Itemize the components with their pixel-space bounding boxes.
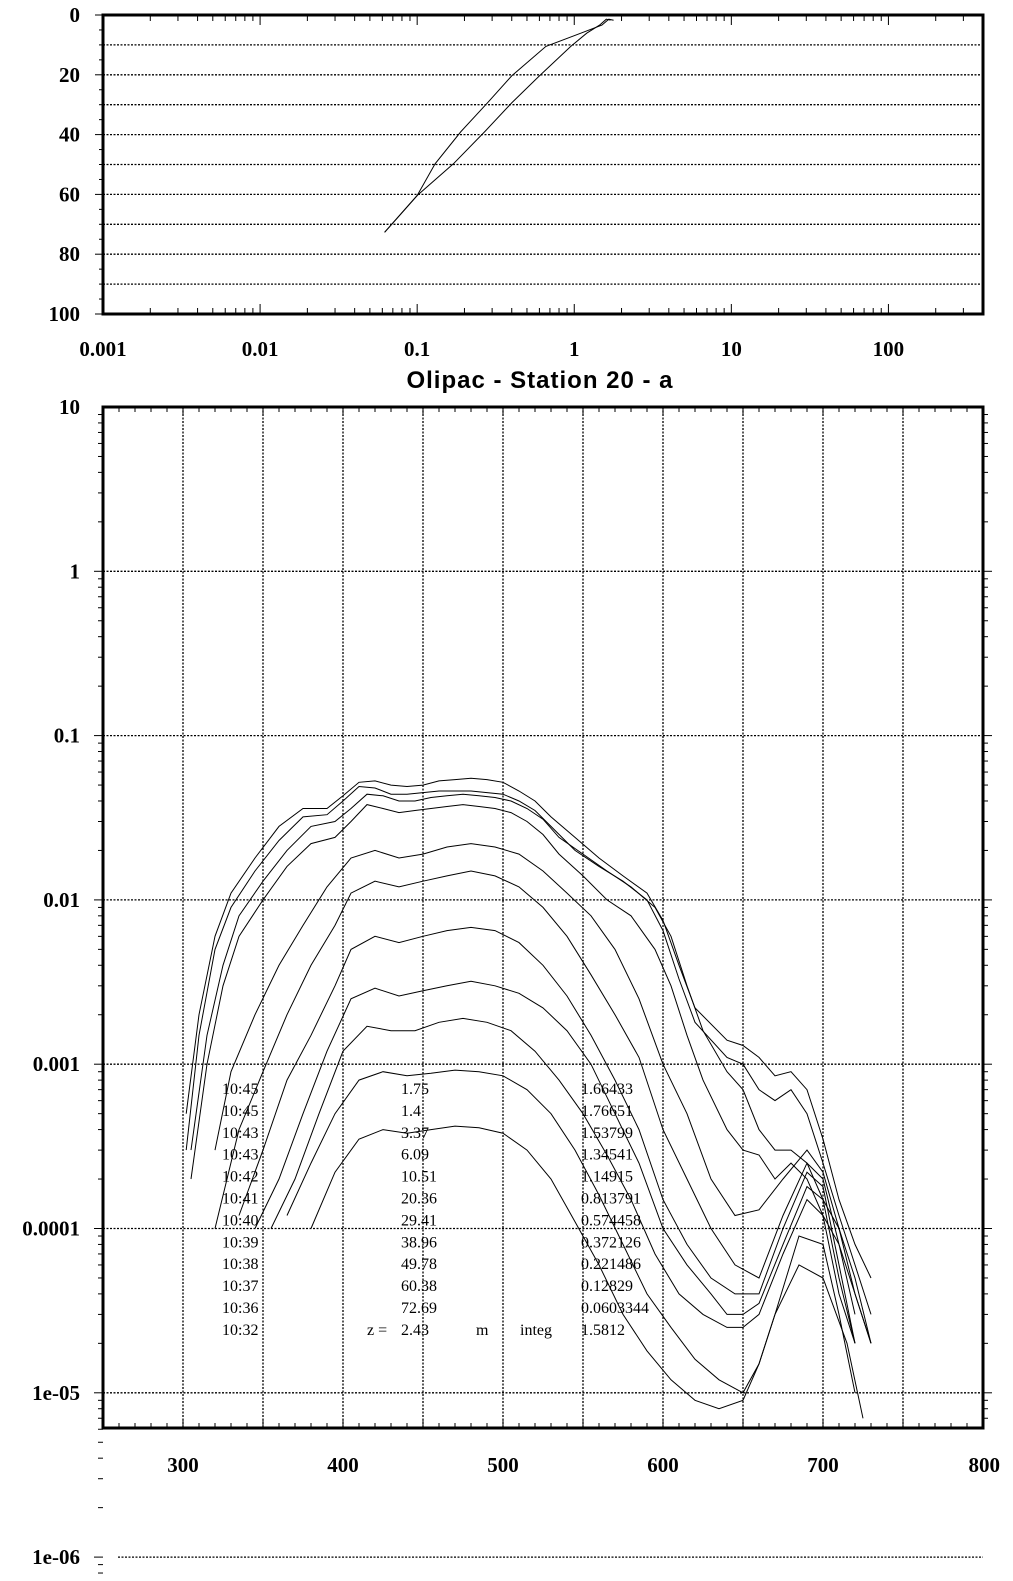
x-tick-label: 400: [327, 1453, 359, 1477]
annotation-time: 10:41: [222, 1190, 259, 1208]
depth-axis-labels: [49, 3, 905, 361]
y-tick-label: 100: [48, 302, 80, 326]
annotation-z-value: 2.43: [401, 1321, 429, 1339]
spectrum-line-6: [239, 927, 855, 1343]
annotation-depth: 72.69: [401, 1300, 437, 1317]
x-tick-label: 600: [647, 1453, 679, 1477]
annotation-depth: 38.96: [401, 1234, 437, 1252]
annotation-table: [222, 1081, 649, 1339]
y-tick-label: 80: [59, 242, 80, 267]
spectral-plot-frame: [103, 407, 983, 1428]
x-tick-label: 700: [807, 1453, 839, 1477]
annotation-z-label: z =: [367, 1321, 388, 1339]
spectrum-line-9: [287, 1070, 855, 1393]
annotation-time: 10:42: [222, 1168, 259, 1186]
spectral-chart: [22, 395, 1000, 1573]
y-tick-label: 1e-05: [32, 1380, 80, 1405]
x-tick-label: 300: [167, 1453, 199, 1477]
annotation-time: 10:36: [222, 1300, 259, 1317]
spectrum-line-4: [215, 844, 871, 1344]
annotation-integ: 1.66433: [581, 1081, 633, 1098]
depth-profile-curves: [385, 19, 614, 232]
annotation-depth: 6.09: [401, 1146, 429, 1164]
annotation-integ: 0.221486: [581, 1256, 641, 1274]
annotation-integ: 1.14915: [581, 1168, 633, 1186]
annotation-time: 10:40: [222, 1212, 259, 1230]
depth-plot-frame: [103, 15, 983, 314]
annotation-integ: 1.53799: [581, 1124, 633, 1142]
annotation-time: 10:45: [222, 1102, 259, 1120]
annotation-integ: 0.574458: [581, 1212, 641, 1230]
y-tick-label: 0.001: [32, 1052, 80, 1077]
y-tick-label: 0: [69, 3, 80, 27]
y-tick-label: 20: [59, 62, 80, 87]
depth-profile-line-0: [385, 19, 614, 232]
annotation-integ: 1.76651: [581, 1102, 633, 1120]
x-tick-label: 500: [487, 1453, 519, 1477]
y-tick-label: 60: [59, 182, 80, 207]
depth-gridlines: [103, 45, 983, 284]
x-tick-label: 0.1: [404, 337, 431, 361]
y-tick-label: 1: [69, 559, 80, 584]
annotation-time: 10:43: [222, 1146, 259, 1164]
y-tick-label: 0.01: [43, 887, 80, 912]
y-tick-label: 0.1: [53, 723, 80, 748]
spectrum-line-7: [255, 981, 855, 1343]
annotation-integ: 0.0603344: [581, 1300, 649, 1317]
annotation-integ: 0.813791: [581, 1190, 641, 1208]
y-tick-label: 40: [59, 122, 80, 147]
annotation-depth: 60.38: [401, 1278, 437, 1296]
annotation-time: 10:39: [222, 1234, 259, 1252]
x-tick-label: 0.01: [241, 337, 279, 361]
annotation-depth: 29.41: [401, 1212, 437, 1230]
annotation-time: 10:43: [222, 1124, 259, 1142]
annotation-depth: 3.37: [401, 1124, 429, 1142]
y-tick-label: 10: [59, 395, 80, 419]
annotation-depth: 10.51: [401, 1168, 437, 1186]
x-tick-label: 10: [720, 337, 742, 361]
depth-profile-line-1: [385, 19, 611, 232]
y-tick-label: 0.0001: [22, 1216, 80, 1241]
annotation-integ-label: integ: [520, 1321, 552, 1339]
x-tick-label: 1: [569, 337, 580, 361]
x-tick-label: 800: [968, 1453, 1000, 1477]
spectral-gridlines: [103, 407, 983, 1557]
annotation-integ: 1.34541: [581, 1146, 633, 1164]
annotation-integ-total: 1.5812: [581, 1321, 625, 1339]
spectrum-line-0: [186, 778, 871, 1278]
spectral-axis-ticks: [94, 407, 992, 1573]
annotation-time: 10:38: [222, 1256, 259, 1274]
depth-profile-chart: [49, 3, 984, 361]
annotation-unit: m: [476, 1321, 489, 1339]
x-tick-label: 100: [872, 337, 905, 361]
annotation-time: 10:37: [222, 1278, 259, 1296]
y-tick-label: 1e-06: [32, 1545, 80, 1570]
annotation-time: 10:45: [222, 1081, 259, 1098]
annotation-depth: 20.36: [401, 1190, 437, 1208]
annotation-depth: 49.78: [401, 1256, 437, 1274]
spectrum-line-1: [186, 787, 871, 1315]
chart-title: Olipac - Station 20 - a: [406, 367, 674, 394]
spectrum-line-3: [191, 805, 871, 1344]
annotation-depth: 1.4: [401, 1102, 421, 1120]
annotation-depth: 1.75: [401, 1081, 429, 1098]
annotation-integ: 0.372126: [581, 1234, 641, 1252]
annotation-integ: 0.12829: [581, 1278, 633, 1296]
x-tick-label: 0.001: [79, 337, 127, 361]
annotation-time: 10:32: [222, 1321, 259, 1339]
